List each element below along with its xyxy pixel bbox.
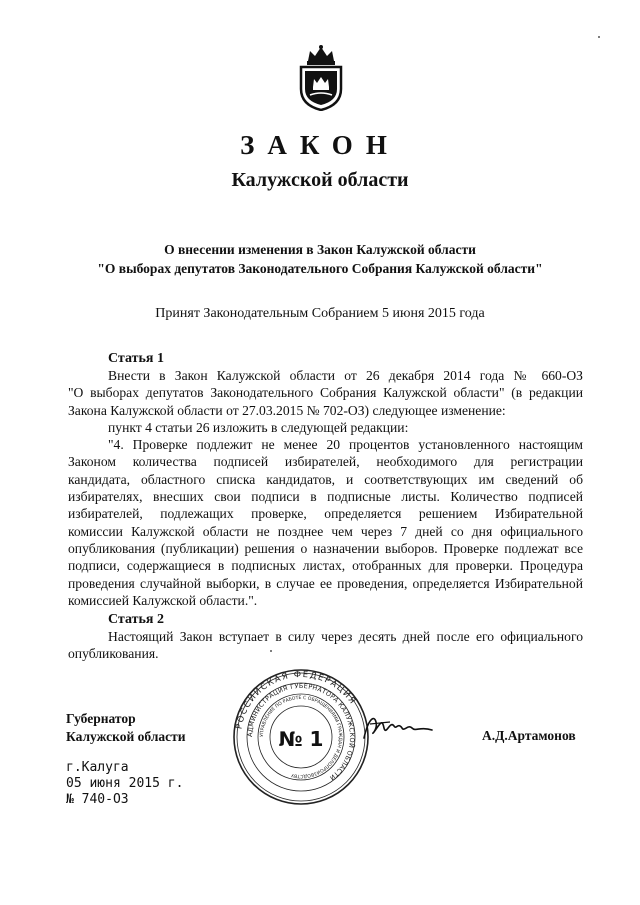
law-heading-line-1: О внесении изменения в Закон Калужской области — [164, 242, 476, 257]
seal-inner-text: УПРАВЛЕНИЕ ПО РАБОТЕ С ОБРАЩЕНИЯМИ ГРАЖДАН И ДЕЛОПРОИЗВОДСТВУ — [259, 695, 343, 779]
article-1-line: Закона Калужской области от 27.03.2015 № 702-ОЗ) следующее изменение: — [68, 402, 506, 418]
article-1-line: избирателей, подлежащих проверке, определяется решением Избирательной — [68, 506, 583, 522]
seal-middle-text: АДМИНИСТРАЦИЯ ГУБЕРНАТОРА КАЛУЖСКОЙ ОБЛАСТИ — [245, 681, 357, 783]
law-heading-line-2: "О выборах депутатов Законодательного Собрания Калужской области" — [97, 261, 543, 276]
seal-number: № 1 — [278, 727, 324, 751]
article-1-line: проведения случайной выборки, в случае ее проведения, определяется Избирательной — [68, 575, 583, 591]
governor-title — [66, 710, 186, 746]
article-1-line: Внести в Закон Калужской области от 26 декабря 2014 года № 660-ОЗ — [108, 368, 583, 383]
article-1-line: кандидата, областного списка кандидатов, и соответствующих им сведений об — [68, 471, 583, 487]
article-2-text — [68, 628, 583, 663]
article-2-line: Настоящий Закон вступает в силу через десять дней после его официального — [108, 629, 583, 644]
article-1-line: Законом количества подписей избирателей, необходимого для регистрации — [68, 454, 583, 470]
registration-number: № 740-ОЗ — [66, 792, 129, 807]
seal-outer-text: РОССИЙСКАЯ ФЕДЕРАЦИЯ — [234, 669, 358, 731]
official-seal-icon — [232, 668, 370, 806]
article-1-line: комиссией Калужской области.". — [68, 592, 258, 608]
article-1-title: Статья 1 — [108, 351, 164, 366]
article-2-title: Статья 2 — [108, 612, 164, 627]
registration-date: 05 июня 2015 г. — [66, 776, 184, 791]
handwritten-signature-icon — [360, 710, 436, 744]
article-1-line: подписи, содержащиеся в подписных листах, отобранных для проверки. Процедура — [68, 558, 583, 574]
article-1-line: опубликования (публикации) решения о назначении выборов. Проверке подлежат все — [68, 540, 583, 556]
registration-block — [66, 760, 183, 808]
speck — [598, 36, 600, 38]
coat-of-arms-icon — [296, 43, 346, 111]
article-1-line: "О выборах депутатов Законодательного Собрания Калужской области" (в редакции — [68, 385, 583, 401]
article-1-line: избирателях, внесших свои подписи в подписные листы. Количество подписей — [68, 489, 583, 505]
adoption-note: Принят Законодательным Собранием 5 июня 2015 года — [155, 306, 485, 321]
article-1-line: пункт 4 статьи 26 изложить в следующей редакции: — [108, 419, 409, 435]
governor-title-line-2: Калужской области — [66, 729, 186, 744]
speck — [270, 650, 272, 652]
registration-place: г.Калуга — [66, 760, 129, 775]
document-subtitle: Калужской области — [231, 169, 409, 191]
article-1-line: "4. Проверке подлежит не менее 20 процентов установленного настоящим — [108, 437, 583, 453]
signatory-name: А.Д.Артамонов — [482, 728, 576, 743]
article-2-line: опубликования. — [68, 646, 159, 662]
article-1-text — [68, 367, 583, 609]
document-title: ЗАКОН — [240, 130, 400, 160]
article-1-line: комиссии Калужской области не позднее чем через 7 дней со дня официального — [68, 523, 583, 539]
governor-title-line-1: Губернатор — [66, 711, 136, 726]
